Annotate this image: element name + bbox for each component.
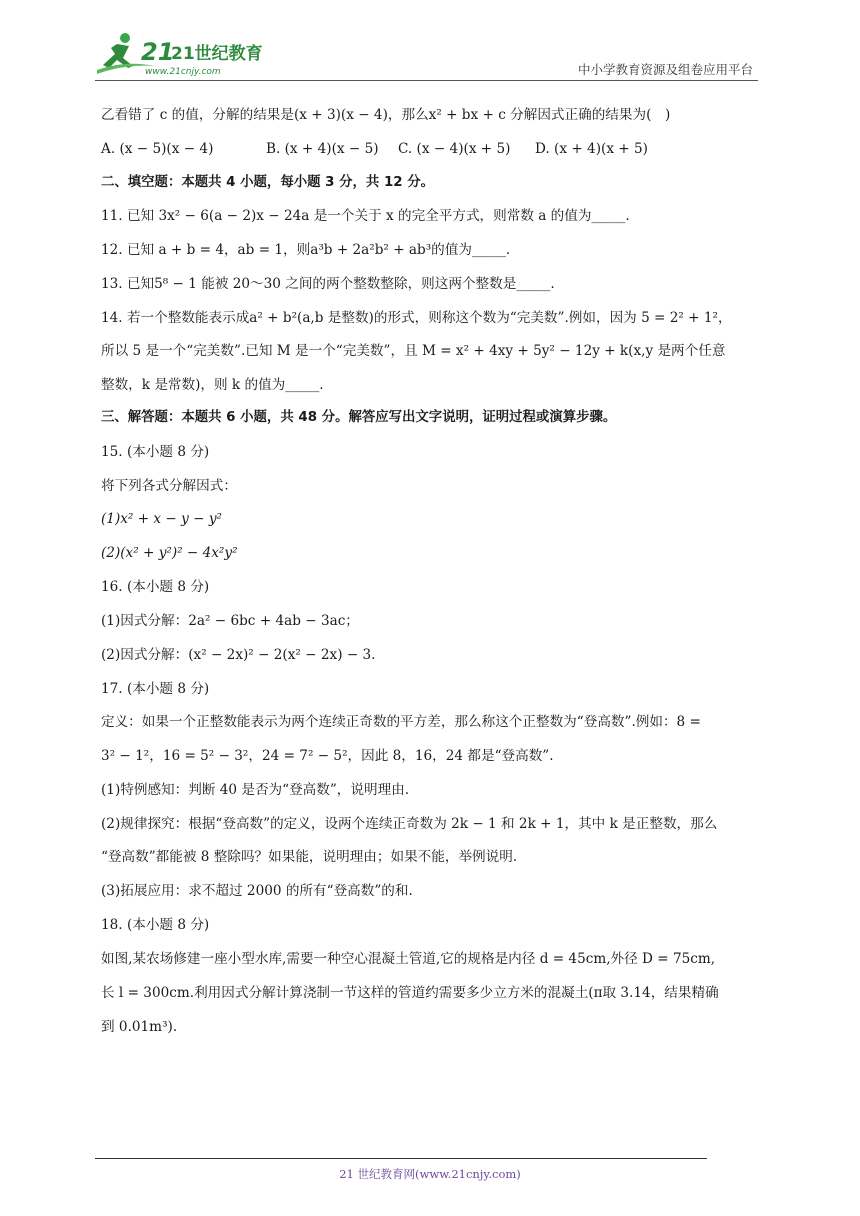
q15-part2: (2)(x² + y²)² − 4x²y² xyxy=(101,545,238,561)
q17-part3: (3)拓展应用：求不超过 2000 的所有“登高数”的和. xyxy=(101,883,413,899)
svg-text:21世纪教育: 21世纪教育 xyxy=(171,44,263,64)
q16-heading: 16. (本小题 8 分) xyxy=(101,579,210,595)
q15-part1: (1)x² + x − y − y² xyxy=(101,511,222,527)
q10-option-d: D. (x + 4)(x + 5) xyxy=(535,141,648,157)
q10-options xyxy=(101,139,648,159)
q14-line3: 整数，k 是常数)，则 k 的值为_____. xyxy=(101,377,324,393)
q10-option-a: A. (x − 5)(x − 4) xyxy=(101,141,214,157)
q18-line1: 如图,某农场修建一座小型水库,需要一种空心混凝土管道,它的规格是内径 d = 45cm,外径 D = 75cm, xyxy=(101,951,716,967)
q10-stem: 乙看错了 c 的值，分解的结果是(x + 3)(x − 4)，那么x² + bx + c 分解因式正确的结果为( ) xyxy=(101,107,671,123)
q17-definition-line2: 3² − 1²，16 = 5² − 3²，24 = 7² − 5²，因此 8，16，24 都是“登高数”. xyxy=(101,748,554,764)
site-logo xyxy=(95,30,265,78)
header-divider xyxy=(95,80,758,81)
q17-part1: (1)特例感知：判断 40 是否为“登高数”，说明理由. xyxy=(101,782,410,798)
q16-part1: (1)因式分解：2a² − 6bc + 4ab − 3ac； xyxy=(101,613,359,629)
q17-part2-line2: “登高数”都能被 8 整除吗？如果能，说明理由；如果不能，举例说明. xyxy=(101,849,518,865)
q17-heading: 17. (本小题 8 分) xyxy=(101,681,210,697)
q18-line3: 到 0.01m³). xyxy=(101,1019,178,1035)
q16-part2: (2)因式分解：(x² − 2x)² − 2(x² − 2x) − 3. xyxy=(101,647,376,663)
q11: 11. 已知 3x² − 6(a − 2)x − 24a 是一个关于 x 的完全平方式，则常数 a 的值为_____. xyxy=(101,208,630,224)
q18-line2: 长 l = 300cm.利用因式分解计算浇制一节这样的管道约需要多少立方米的混凝土(π取 3.14，结果精确 xyxy=(101,985,719,1001)
svg-text:21: 21 xyxy=(141,38,175,66)
q14-line2: 所以 5 是一个“完美数”.已知 M 是一个“完美数”，且 M = x² + 4xy + 5y² − 12y + k(x,y 是两个任意 xyxy=(101,343,726,359)
q10-option-c: C. (x − 4)(x + 5) xyxy=(398,141,511,157)
q15-intro: 将下列各式分解因式： xyxy=(101,478,237,494)
q10-option-b: B. (x + 4)(x − 5) xyxy=(266,141,379,157)
section3-title: 三、解答题：本题共 6 小题，共 48 分。解答应写出文字说明，证明过程或演算步骤。 xyxy=(101,410,617,425)
platform-name: 中小学教育资源及组卷应用平台 xyxy=(577,62,753,77)
q18-heading: 18. (本小题 8 分) xyxy=(101,917,210,933)
section2-title: 二、填空题：本题共 4 小题，每小题 3 分，共 12 分。 xyxy=(101,175,435,190)
q17-definition-line1: 定义：如果一个正整数能表示为两个连续正奇数的平方差，那么称这个正整数为“登高数”.例如：8 = xyxy=(101,714,701,730)
page-footer: 21 世纪教育网(www.21cnjy.com) xyxy=(339,1167,521,1181)
svg-text:www.21cnjy.com: www.21cnjy.com xyxy=(145,67,221,77)
q15-heading: 15. (本小题 8 分) xyxy=(101,444,210,460)
page-header xyxy=(95,30,755,80)
footer-divider xyxy=(95,1158,707,1159)
q12: 12. 已知 a + b = 4，ab = 1，则a³b + 2a²b² + ab³的值为_____. xyxy=(101,242,511,258)
q14-line1: 14. 若一个整数能表示成a² + b²(a,b 是整数)的形式，则称这个数为“完美数”.例如，因为 5 = 2² + 1²， xyxy=(101,310,732,326)
q13: 13. 已知5⁸ − 1 能被 20～30 之间的两个整数整除，则这两个整数是_____. xyxy=(101,276,555,292)
q17-part2-line1: (2)规律探究：根据“登高数”的定义，设两个连续正奇数为 2k − 1 和 2k + 1，其中 k 是正整数，那么 xyxy=(101,816,718,832)
